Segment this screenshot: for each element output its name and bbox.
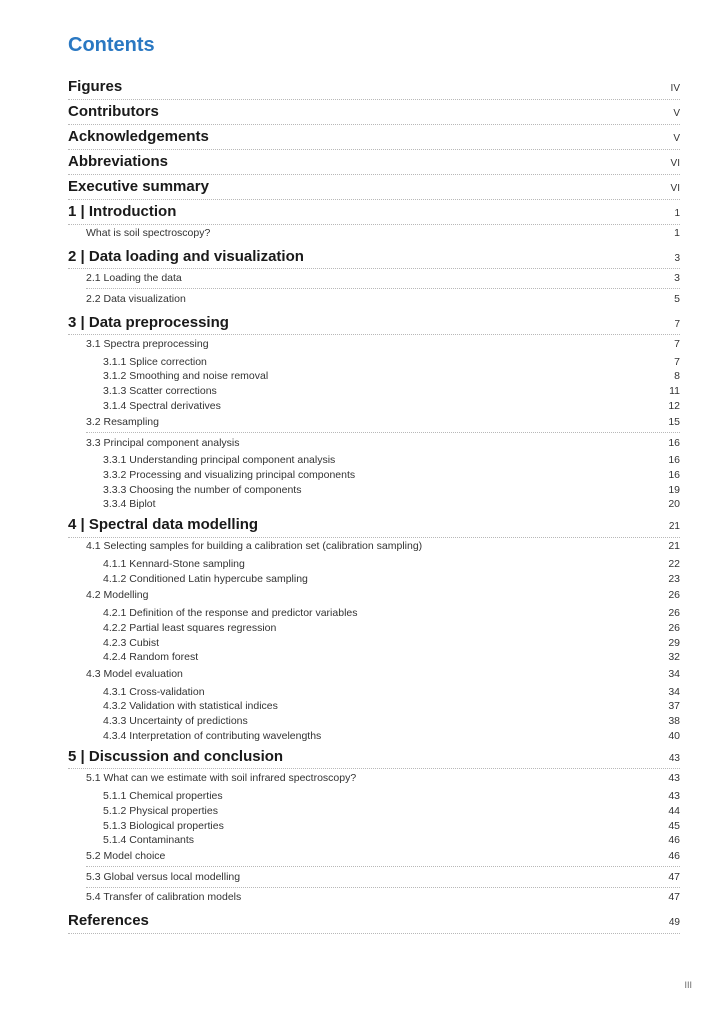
toc-entry-chapter-3[interactable] [68, 314, 680, 336]
toc-entry-figures[interactable] [68, 78, 680, 100]
toc-divider [86, 288, 680, 289]
toc-page: 26 [668, 607, 680, 619]
toc-page: 26 [668, 622, 680, 634]
toc-page: 37 [668, 700, 680, 712]
toc-label: 4.2 Modelling [86, 589, 149, 601]
toc-page: 3 [674, 272, 680, 284]
toc-entry-subsection[interactable] [103, 370, 680, 384]
toc-label: 3.1 Spectra preprocessing [86, 338, 209, 350]
toc-label: 3.1.2 Smoothing and noise removal [103, 370, 269, 382]
toc-page: 3 [674, 253, 680, 264]
toc-label: 3.3 Principal component analysis [86, 437, 240, 449]
toc-page: 22 [668, 558, 680, 570]
toc-entry-subsection[interactable] [103, 790, 680, 804]
toc-page: VI [670, 183, 680, 194]
toc-entry-subsection[interactable] [103, 730, 680, 744]
toc-page: 46 [668, 834, 680, 846]
toc-entry-subsection[interactable] [103, 558, 680, 572]
toc-entry-subsection[interactable] [103, 498, 680, 512]
toc-label: 3.1.3 Scatter corrections [103, 385, 217, 397]
toc-label: 3.1.1 Splice correction [103, 356, 207, 368]
toc-entry-section[interactable] [86, 772, 680, 788]
toc-page: 7 [674, 338, 680, 350]
toc-label: What is soil spectroscopy? [86, 227, 211, 239]
toc-divider [68, 768, 680, 769]
toc-entry-section[interactable] [86, 850, 680, 866]
toc-entry-subsection[interactable] [103, 356, 680, 370]
toc-page: IV [670, 83, 680, 94]
toc-divider [68, 224, 680, 225]
toc-label: References [68, 912, 149, 929]
toc-entry-subsection[interactable] [103, 484, 680, 498]
toc-label: 5.1.4 Contaminants [103, 834, 195, 846]
toc-page: 20 [668, 498, 680, 510]
toc-label: 3.3.2 Processing and visualizing principal components [103, 469, 356, 481]
toc-page: 44 [668, 805, 680, 817]
toc-label: 4 | Spectral data modelling [68, 516, 259, 533]
page-title: Contents [68, 34, 155, 56]
toc-page: 49 [668, 917, 680, 928]
toc-entry-chapter-4[interactable] [68, 516, 680, 538]
toc-divider [68, 174, 680, 175]
toc-page: 32 [668, 651, 680, 663]
toc-label: 1 | Introduction [68, 203, 177, 220]
toc-divider [86, 866, 680, 867]
toc-entry-subsection[interactable] [103, 834, 680, 848]
toc-label: 5.4 Transfer of calibration models [86, 891, 242, 903]
toc-label: Acknowledgements [68, 128, 209, 145]
toc-entry-subsection[interactable] [103, 607, 680, 621]
toc-label: 3.3.4 Biplot [103, 498, 156, 510]
toc-divider [86, 432, 680, 433]
toc-entry-section[interactable] [86, 589, 680, 605]
toc-divider [68, 199, 680, 200]
toc-label: 4.2.3 Cubist [103, 637, 160, 649]
toc-page: 34 [668, 686, 680, 698]
toc-entry-executive-summary[interactable] [68, 178, 680, 200]
toc-label: 4.2.2 Partial least squares regression [103, 622, 277, 634]
toc-page: 34 [668, 668, 680, 680]
toc-page: 38 [668, 715, 680, 727]
toc-label: 4.1.1 Kennard-Stone sampling [103, 558, 245, 570]
toc-page: 19 [668, 484, 680, 496]
toc-entry-section[interactable] [86, 227, 680, 243]
toc-entry-subsection[interactable] [103, 622, 680, 636]
toc-page: 43 [668, 753, 680, 764]
toc-page: 43 [668, 772, 680, 784]
toc-label: 2.2 Data visualization [86, 293, 186, 305]
toc-entry-subsection[interactable] [103, 385, 680, 399]
toc-page: 7 [674, 319, 680, 330]
toc-entry-section[interactable] [86, 668, 680, 684]
toc-page: 12 [668, 400, 680, 412]
toc-entry-chapter-1[interactable] [68, 203, 680, 225]
toc-entry-subsection[interactable] [103, 805, 680, 819]
toc-label: 4.3.1 Cross-validation [103, 686, 205, 698]
toc-page: 21 [668, 540, 680, 552]
toc-page: 16 [668, 437, 680, 449]
toc-entry-subsection[interactable] [103, 686, 680, 700]
toc-label: 4.2.4 Random forest [103, 651, 199, 663]
toc-entry-references[interactable] [68, 912, 680, 934]
toc-entry-subsection[interactable] [103, 715, 680, 729]
toc-divider [68, 268, 680, 269]
toc-label: 4.2.1 Definition of the response and predictor variables [103, 607, 358, 619]
toc-entry-chapter-5[interactable] [68, 748, 680, 770]
toc-divider [86, 887, 680, 888]
toc-label: 2 | Data loading and visualization [68, 248, 304, 265]
toc-label: 4.1.2 Conditioned Latin hypercube sampling [103, 573, 308, 585]
toc-divider [68, 933, 680, 934]
toc-label: 3.1.4 Spectral derivatives [103, 400, 221, 412]
toc-page: 5 [674, 293, 680, 305]
toc-label: Figures [68, 78, 123, 95]
toc-divider [68, 537, 680, 538]
toc-label: 5.1.1 Chemical properties [103, 790, 223, 802]
toc-entry-contributors[interactable] [68, 103, 680, 125]
toc-divider [68, 149, 680, 150]
toc-entry-section[interactable] [86, 416, 680, 432]
toc-page: V [673, 133, 680, 144]
toc-page: 1 [674, 227, 680, 239]
toc-entry-subsection[interactable] [103, 400, 680, 414]
toc-entry-subsection[interactable] [103, 651, 680, 665]
toc-label: 4.3.3 Uncertainty of predictions [103, 715, 248, 727]
toc-page: 11 [669, 385, 680, 397]
toc-entry-section[interactable] [86, 272, 680, 288]
toc-page: 16 [668, 454, 680, 466]
toc-label: 5.1.2 Physical properties [103, 805, 218, 817]
toc-entry-subsection[interactable] [103, 637, 680, 651]
toc-label: 5.1.3 Biological properties [103, 820, 224, 832]
toc-label: 3.3.1 Understanding principal component analysis [103, 454, 336, 466]
toc-entry-subsection[interactable] [103, 573, 680, 587]
toc-page: 8 [674, 370, 680, 382]
toc-label: 3.2 Resampling [86, 416, 159, 428]
toc-page: 23 [668, 573, 680, 585]
toc-divider [68, 334, 680, 335]
toc-label: Contributors [68, 103, 159, 120]
toc-page: 45 [668, 820, 680, 832]
toc-label: 3.3.3 Choosing the number of components [103, 484, 302, 496]
toc-page: 40 [668, 730, 680, 742]
toc-entry-section[interactable] [86, 891, 680, 907]
toc-entry-section[interactable] [86, 871, 680, 887]
toc-page: 47 [668, 891, 680, 903]
toc-page: 7 [674, 356, 680, 368]
toc-entry-subsection[interactable] [103, 820, 680, 834]
toc-label: 5.3 Global versus local modelling [86, 871, 241, 883]
toc-page: 46 [668, 850, 680, 862]
toc-label: Executive summary [68, 178, 209, 195]
toc-label: Abbreviations [68, 153, 169, 170]
toc-page: 26 [668, 589, 680, 601]
toc-page: 1 [674, 208, 680, 219]
toc-entry-section[interactable] [86, 540, 680, 556]
toc-entry-section[interactable] [86, 293, 680, 309]
toc-label: 2.1 Loading the data [86, 272, 182, 284]
toc-divider [68, 124, 680, 125]
toc-label: 5.1 What can we estimate with soil infrared spectroscopy? [86, 772, 357, 784]
toc-entry-section[interactable] [86, 338, 680, 354]
toc-page: 21 [668, 521, 680, 532]
toc-label: 3 | Data preprocessing [68, 314, 229, 331]
toc-page: V [673, 108, 680, 119]
toc-label: 4.3.2 Validation with statistical indices [103, 700, 278, 712]
toc-label: 5.2 Model choice [86, 850, 166, 862]
toc-entry-section[interactable] [86, 437, 680, 453]
toc-entry-subsection[interactable] [103, 700, 680, 714]
toc-page: VI [670, 158, 680, 169]
toc-label: 4.3.4 Interpretation of contributing wavelengths [103, 730, 322, 742]
toc-label: 4.3 Model evaluation [86, 668, 183, 680]
toc-page: 43 [668, 790, 680, 802]
toc-page: 15 [668, 416, 680, 428]
toc-page: 47 [668, 871, 680, 883]
toc-label: 4.1 Selecting samples for building a calibration set (calibration sampling) [86, 540, 423, 552]
toc-entry-acknowledgements[interactable] [68, 128, 680, 150]
toc-entry-abbreviations[interactable] [68, 153, 680, 175]
page-number: III [684, 980, 692, 990]
toc-label: 5 | Discussion and conclusion [68, 748, 284, 765]
toc-page: 16 [668, 469, 680, 481]
toc-entry-subsection[interactable] [103, 454, 680, 468]
toc-page: 29 [668, 637, 680, 649]
toc-entry-subsection[interactable] [103, 469, 680, 483]
toc-entry-chapter-2[interactable] [68, 248, 680, 270]
toc-divider [68, 99, 680, 100]
